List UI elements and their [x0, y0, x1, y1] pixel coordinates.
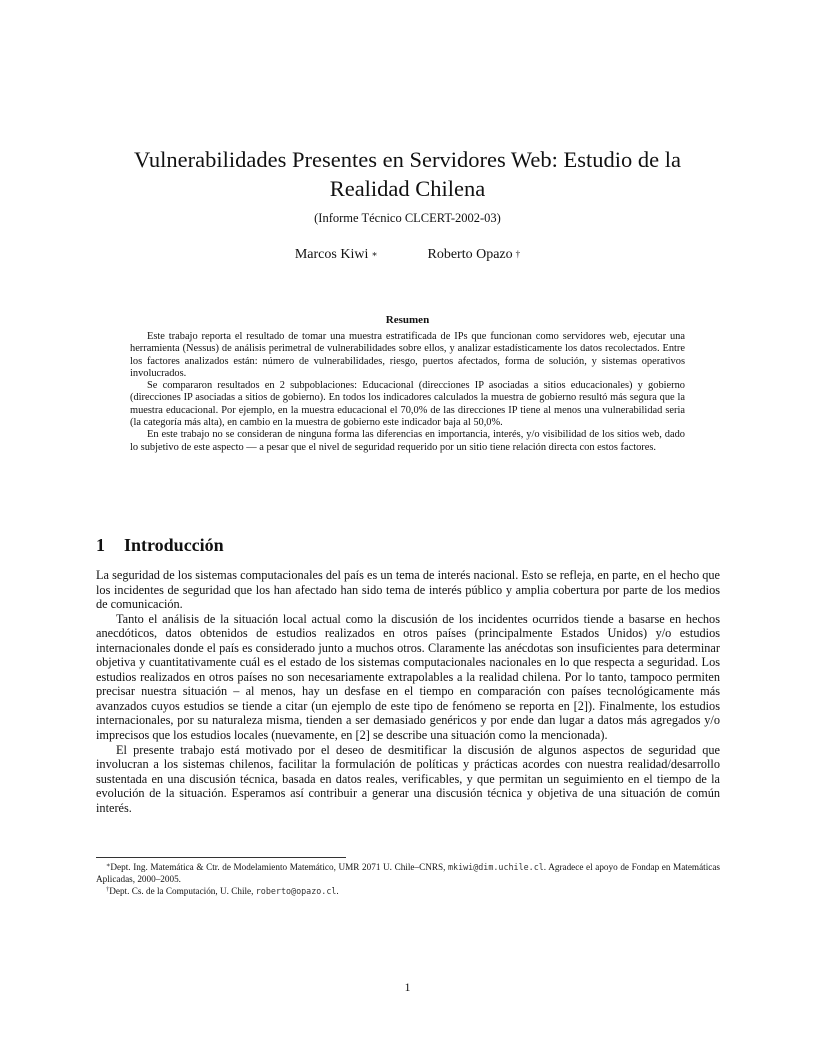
author-opazo [427, 246, 520, 264]
footnote-text: Dept. Ing. Matemática & Ctr. de Modelamiento Matemático, UMR 2071 U. Chile–CNRS, [110, 862, 448, 872]
author-name: Roberto Opazo [427, 247, 513, 262]
page-number: 1 [404, 980, 411, 994]
abstract-heading: Resumen [385, 314, 430, 326]
author-mark: ∗ [371, 249, 378, 259]
email-link[interactable]: mkiwi@dim.uchile.cl [447, 862, 544, 872]
body-paragraph: El presente trabajo está motivado por el deseo de desmitificar la discusión de algunos aspectos de seguridad que involucran a los sistemas chilenos, facilitar la formulación de políticas y prácticas acordes con nuestra realidad/desarrollo sustentada en una discusión técnica, basada en datos reales, verificables, y que permitan un seguimiento en el tiempo de la evolución de la situación. Esperamos así contribuir a generar una discusión técnica y objetiva de una situación de común interés. [96, 742, 720, 815]
body-paragraph: La seguridad de los sistemas computacionales del país es un tema de interés nacional. Esto se refleja, en parte, en el hecho que los incidentes de seguridad que los han afectado han sido tema de interés público y amplia cobertura por parte de los medios de comunicación. [96, 568, 720, 612]
abstract-paragraph: En este trabajo no se consideran de ninguna forma las diferencias en importancia, interés, y/o visibilidad de los sitios web, dado lo subjetivo de este aspecto — a pesar que el nivel de seguridad requerido por un sitio tiene relación directa con estos factores. [130, 429, 685, 453]
author-name: Marcos Kiwi [294, 247, 369, 262]
abstract-paragraph: Se compararon resultados en 2 subpoblaciones: Educacional (direcciones IP asociadas a sitios educacionales) y gobierno (direcciones IP asociadas a sitios de gobierno). En todos los indicadores calculados la muestra de gobierno resultó más segura que la muestra educacional. Por ejemplo, en la muestra educacional el 70,0% de las direcciones IP tiene al menos una vulnerabilidad seria (la categoría más alta), en cambio en la muestra de gobierno este indicador baja al 50,0%. [130, 380, 685, 429]
section-number: 1 [96, 535, 105, 555]
footnote-mark: † [106, 886, 110, 894]
author-kiwi [295, 246, 378, 264]
footnote-text: . [336, 886, 339, 897]
author-list [100, 246, 715, 264]
body-paragraph: Tanto el análisis de la situación local actual como la discusión de los incidentes ocurridos tiende a basarse en hechos anecdóticos, datos obtenidos de estudios realizados en otros países (principalmente Estados Unidos) y/o estudios internacionales donde el país es considerado junto a muchos otros. Claramente las anécdotas son insuficientes para determinar objetiva y cuantitativamente cuál es el estado de los sistemas computacionales nacionales en lo que respecta a seguridad. Los estudios realizados en otros países no son necesariamente extrapolables a la realidad chilena. Por lo tanto, tampoco permiten precisar nuestra situación – al menos, hay un desfase en el tiempo en comparación con países tecnológicamente más avanzados cuyos estudios se tiende a citar (un ejemplo de este tipo de fenómeno se reporta en [2]). Finalmente, los estudios internacionales, por su naturaleza misma, tienden a ser demasiado genéricos y por ende dan lugar a datos más agregados y/o imprecisos que los estudios locales (nuevamente, en [2] se describe una situación como la mencionada). [96, 611, 720, 743]
footnote-text: . Agradece el apoyo de Fondap en Matemáticas Aplicadas, 2000–2005. [96, 862, 720, 885]
author-mark: † [515, 249, 521, 259]
footnotes [96, 861, 720, 898]
section-title: Introducción [124, 535, 224, 555]
abstract-paragraph: Este trabajo reporta el resultado de tomar una muestra estratificada de IPs que funcionan como servidores web, ejecutar una herramienta (Nessus) de análisis perimetral de vulnerabilidades sobre ellos, y analizar estadísticamente los datos recolectados. Entre los factores analizados están: número de vulnerabilidades, riesgo, puertos afectados, forma de solución, y sistemas operativos involucrados. [130, 331, 685, 379]
paper-title: Vulnerabilidades Presentes en Servidores Web: Estudio de la Realidad Chilena [134, 147, 681, 201]
report-id: (Informe Técnico CLCERT-2002-03) [314, 211, 501, 225]
footnote-rule [96, 857, 346, 858]
footnote-2 [96, 885, 720, 897]
abstract [130, 331, 685, 454]
footnote-1 [96, 861, 720, 885]
email-link[interactable]: roberto@opazo.cl [255, 886, 337, 897]
footnote-mark: ∗ [106, 862, 111, 869]
section-heading [96, 534, 716, 556]
footnote-text: Dept. Cs. de la Computación, U. Chile, [109, 886, 256, 897]
section-body [96, 568, 720, 815]
